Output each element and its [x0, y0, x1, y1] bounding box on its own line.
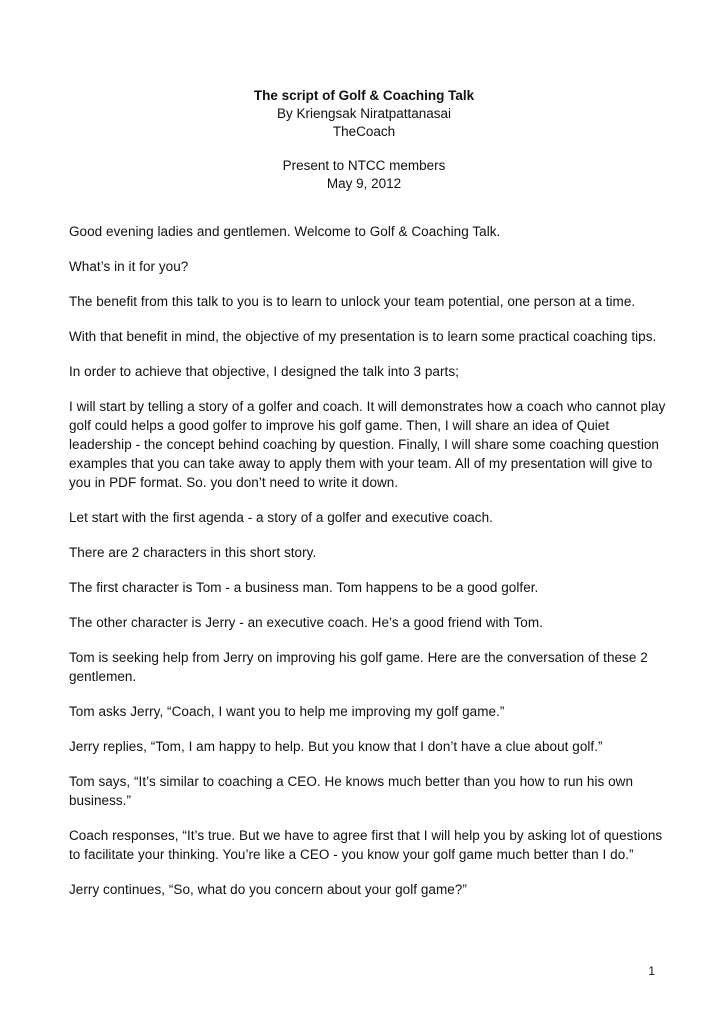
paragraph-greeting: Good evening ladies and gentlemen. Welcome to Golf & Coaching Talk.	[69, 224, 501, 239]
date-line: May 9, 2012	[326, 176, 402, 191]
paragraph-first-character: The first character is Tom - a business man. Tom happens to be a good golfer.	[69, 580, 539, 595]
paragraph-agenda-overview: I will start by telling a story of a golfer and coach. It will demonstrates how a coach who cannot play golf could helps a good golfer to improve his golf game. Then, I will share an idea of Quiet leadership - the concept behind coaching by question. Finally, I will share some coaching question examples that you can take away to apply them with your team. All of my presentation will give to you in PDF format. So. you don’t need to write it down.	[69, 399, 666, 490]
paragraph-benefit: The benefit from this talk to you is to learn to unlock your team potential, one person at a time.	[69, 294, 636, 309]
document-title: The script of Golf & Coaching Talk	[253, 88, 475, 103]
paragraph-tom-asks: Tom asks Jerry, “Coach, I want you to help me improving my golf game.”	[69, 704, 505, 719]
page-number: 1	[648, 964, 655, 978]
paragraph-three-parts: In order to achieve that objective, I designed the talk into 3 parts;	[69, 364, 459, 379]
paragraph-first-agenda: Let start with the first agenda - a story of a golfer and executive coach.	[69, 510, 493, 525]
document-body	[69, 222, 669, 915]
presented-to-line: Present to NTCC members	[282, 158, 446, 173]
paragraph-jerry-replies: Jerry replies, “Tom, I am happy to help. But you know that I don’t have a clue about golf.”	[69, 739, 603, 754]
paragraph-whats-in-it: What’s in it for you?	[69, 259, 189, 274]
paragraph-seeking-help: Tom is seeking help from Jerry on improving his golf game. Here are the conversation of these 2 gentlemen.	[69, 650, 648, 684]
header-spacer	[0, 141, 728, 157]
paragraph-characters: There are 2 characters in this short story.	[69, 545, 317, 560]
author-alias: TheCoach	[332, 124, 396, 139]
paragraph-coach-responses: Coach responses, “It’s true. But we have to agree first that I will help you by asking lot of questions to facilitate your thinking. You’re like a CEO - you know your golf game much better than I do.”	[69, 828, 663, 862]
author-line: By Kriengsak Niratpattanasai	[276, 106, 452, 121]
paragraph-other-character: The other character is Jerry - an executive coach. He’s a good friend with Tom.	[69, 615, 543, 630]
paragraph-objective: With that benefit in mind, the objective of my presentation is to learn some practical coaching tips.	[69, 329, 657, 344]
document-header	[0, 87, 728, 193]
paragraph-jerry-continues: Jerry continues, “So, what do you concern about your golf game?”	[69, 882, 467, 897]
paragraph-tom-says: Tom says, “It’s similar to coaching a CEO. He knows much better than you how to run his own business.”	[69, 774, 634, 808]
